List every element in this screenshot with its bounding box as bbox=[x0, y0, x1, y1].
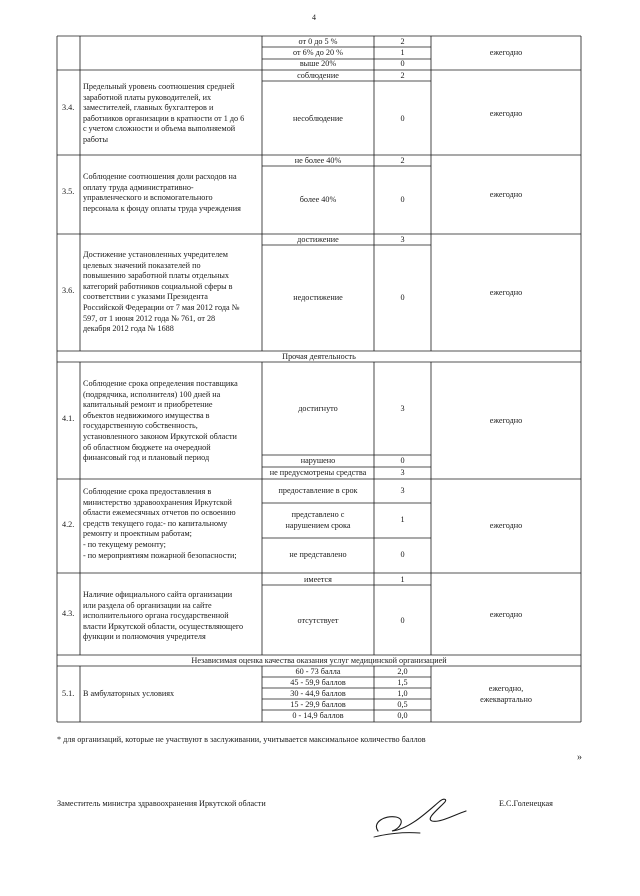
criterion-cell: достигнуто bbox=[298, 404, 338, 413]
criterion-cell: 30 - 44,9 баллов bbox=[290, 689, 346, 698]
criterion-cell: отсутствует bbox=[297, 616, 339, 625]
frequency-cell: ежегодно bbox=[489, 610, 523, 619]
criterion-cell: 60 - 73 балла bbox=[295, 667, 341, 676]
points-cell: 3 bbox=[400, 235, 405, 244]
indicator-text: Соблюдение срока предоставления в министерство здравоохранения Иркутской области ежемесячных отчетов по освоению средств текущего года:- по капитальному ремонту и проектным работам; - по текущему ремонту; - по мероприятиям пожарной безопасности; bbox=[83, 487, 237, 560]
points-cell: 2,0 bbox=[397, 667, 408, 676]
points-cell: 3 bbox=[400, 486, 405, 495]
signer-title: Заместитель министра здравоохранения Иркутской области bbox=[57, 799, 266, 808]
criterion-cell: выше 20% bbox=[299, 59, 337, 68]
indicator-text: Наличие официального сайта организации или раздела об организации на сайте исполнительного органа государственной власти Иркутской области, осуществляющего функции и полномочия учредителя bbox=[83, 590, 244, 642]
signer-name: Е.С.Голенецкая bbox=[499, 799, 553, 808]
section-heading: Независимая оценка качества оказания услуг медицинской организацией bbox=[191, 656, 447, 665]
criterion-cell: достижение bbox=[297, 235, 339, 244]
indicator-text: Соблюдение соотношения доли расходов на оплату труда административно- управленческого и вспомогательного персонала к фонду оплаты труда учреждения bbox=[83, 172, 241, 213]
points-cell: 2 bbox=[400, 37, 405, 46]
frequency-cell: ежегодно bbox=[489, 190, 523, 199]
criterion-cell: 15 - 29,9 баллов bbox=[290, 700, 346, 709]
handwritten-signature bbox=[370, 793, 470, 843]
points-cell: 0,0 bbox=[397, 711, 408, 720]
points-cell: 2 bbox=[400, 156, 405, 165]
points-cell: 1,5 bbox=[397, 678, 408, 687]
row-number: 3.4. bbox=[62, 103, 75, 112]
points-cell: 2 bbox=[400, 71, 405, 80]
criterion-cell: не более 40% bbox=[294, 156, 342, 165]
points-cell: 0 bbox=[400, 616, 405, 625]
points-cell: 0 bbox=[400, 195, 405, 204]
footnote: * для организаций, которые не участвуют в заслуживании, учитывается максимальное количество баллов bbox=[57, 735, 426, 744]
criterion-cell: 0 - 14,9 баллов bbox=[292, 711, 344, 720]
frequency-cell: ежегодно, ежеквартально bbox=[480, 684, 532, 704]
points-cell: 1 bbox=[400, 575, 405, 584]
criterion-cell: не предусмотрены средства bbox=[269, 468, 367, 477]
points-cell: 0 bbox=[400, 456, 405, 465]
points-cell: 3 bbox=[400, 468, 405, 477]
criterion-cell: более 40% bbox=[299, 195, 337, 204]
row-number: 3.5. bbox=[62, 187, 75, 196]
frequency-cell: ежегодно bbox=[489, 48, 523, 57]
page-number: 4 bbox=[312, 13, 316, 22]
criterion-cell: соблюдение bbox=[297, 71, 339, 80]
points-cell: 0 bbox=[400, 114, 405, 123]
frequency-cell: ежегодно bbox=[489, 109, 523, 118]
criterion-cell: от 6% до 20 % bbox=[293, 48, 343, 57]
points-cell: 1,0 bbox=[397, 689, 408, 698]
indicator-text: Достижение установленных учредителем целевых значений показателей по повышению заработной платы отдельных категорий работников социальной сферы в соответствии с указами Президента Российской Федерации от 7 мая 2012 года № 597, от 1 июня 2012 года № 761, от 28 декабря 2012 года № 1688 bbox=[83, 250, 240, 334]
criterion-cell: 45 - 59,9 баллов bbox=[290, 678, 346, 687]
row-number: 3.6. bbox=[62, 286, 75, 295]
criterion-cell: имеется bbox=[304, 575, 332, 584]
frequency-cell: ежегодно bbox=[489, 521, 523, 530]
indicator-text: Предельный уровень соотношения средней заработной платы руководителей, их заместителей, главных бухгалтеров и работников организации в кратности от 1 до 6 с учетом сложности и объема выполняемой работы bbox=[83, 82, 245, 144]
closing-quote: » bbox=[577, 752, 582, 763]
indicator-text: Соблюдение срока определения поставщика (подрядчика, исполнителя) 100 дней на капитальный ремонт и приобретение объектов недвижимого имущества в государственную собственность, установленного законом Иркутской области об областном бюджете на очередной финансовый год и плановый период bbox=[83, 379, 238, 463]
points-cell: 1 bbox=[400, 48, 405, 57]
row-number: 4.2. bbox=[62, 520, 75, 529]
points-cell: 0 bbox=[400, 293, 405, 302]
row-number: 4.1. bbox=[62, 414, 75, 423]
points-cell: 3 bbox=[400, 404, 405, 413]
frequency-cell: ежегодно bbox=[489, 416, 523, 425]
points-cell: 0,5 bbox=[397, 700, 408, 709]
frequency-cell: ежегодно bbox=[489, 288, 523, 297]
criterion-cell: не представлено bbox=[289, 550, 347, 559]
indicator-text: В амбулаторных условиях bbox=[83, 689, 175, 698]
points-cell: 0 bbox=[400, 550, 405, 559]
criterion-cell: несоблюдение bbox=[293, 114, 343, 123]
criterion-cell: нарушено bbox=[300, 456, 336, 465]
criterion-cell: недостижение bbox=[293, 293, 343, 302]
points-cell: 1 bbox=[400, 515, 405, 524]
criterion-cell: от 0 до 5 % bbox=[298, 37, 338, 46]
section-heading: Прочая деятельность bbox=[282, 352, 356, 361]
points-cell: 0 bbox=[400, 59, 405, 68]
row-number: 4.3. bbox=[62, 609, 75, 618]
criterion-cell: предоставление в срок bbox=[278, 486, 358, 495]
row-number: 5.1. bbox=[62, 689, 75, 698]
criterion-cell: представлено с нарушением срока bbox=[285, 510, 351, 530]
